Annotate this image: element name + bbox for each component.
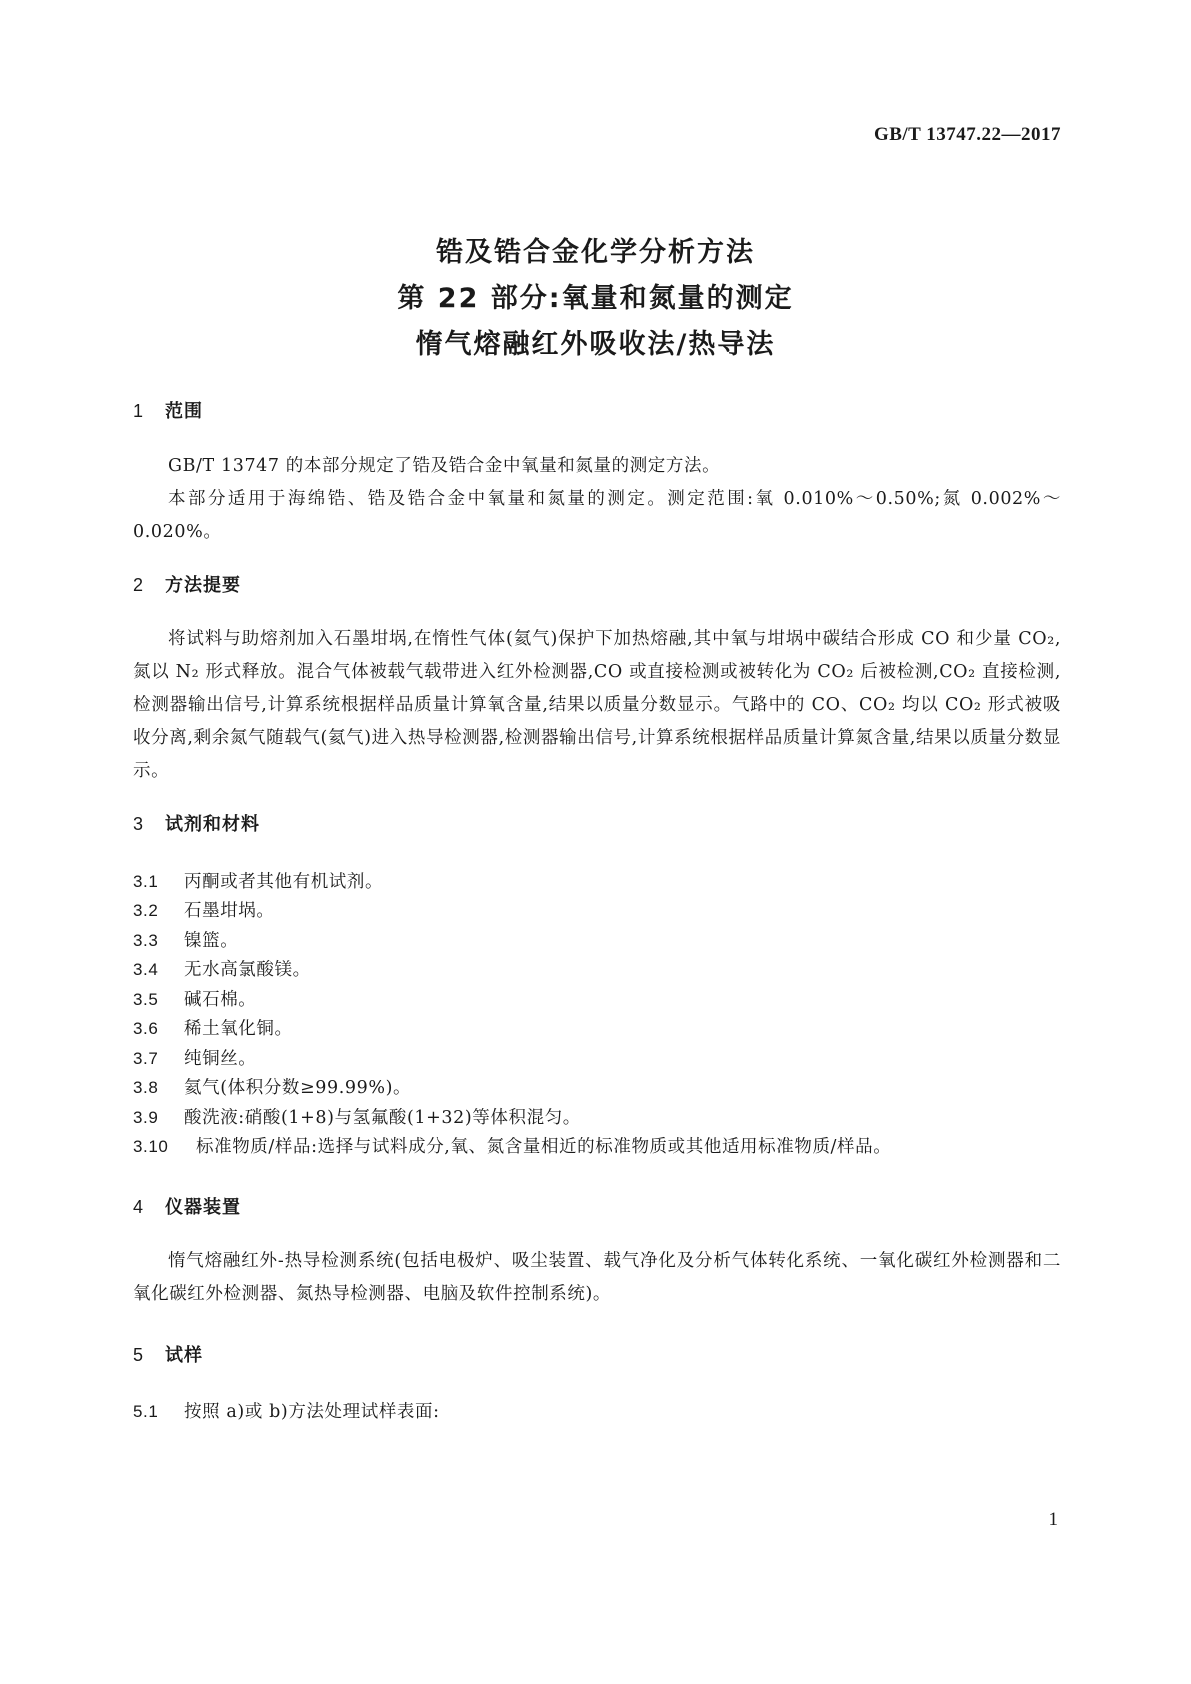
reagent-item bbox=[133, 1074, 411, 1099]
reagent-item bbox=[133, 1015, 293, 1040]
reagent-item bbox=[133, 1133, 891, 1158]
document-title-line-3: 惰气熔融红外吸收法/热导法 bbox=[415, 329, 776, 360]
reagent-item bbox=[133, 897, 275, 922]
reagent-item bbox=[133, 1104, 581, 1129]
section-heading-principle bbox=[133, 571, 241, 597]
section-heading-scope bbox=[133, 397, 203, 423]
scope-paragraph-1: GB/T 13747 的本部分规定了锆及锆合金中氧量和氮量的测定方法。 bbox=[168, 456, 721, 476]
document-title-line-2: 第 22 部分:氧量和氮量的测定 bbox=[397, 283, 794, 314]
reagent-item bbox=[133, 927, 238, 952]
item-text: 丙酮或者其他有机试剂。 bbox=[184, 872, 384, 892]
item-text: 无水高氯酸镁。 bbox=[184, 960, 311, 980]
item-number: 3.7 bbox=[133, 1049, 159, 1068]
section-number: 5 bbox=[133, 1345, 145, 1365]
section-title: 范围 bbox=[165, 401, 203, 422]
sample-item bbox=[133, 1398, 440, 1423]
standard-code: GB/T 13747.22—2017 bbox=[873, 124, 1061, 145]
apparatus-paragraph: 惰气熔融红外-热导检测系统(包括电极炉、吸尘装置、载气净化及分析气体转化系统、一氧化碳红外检测器和二氧化碳红外检测器、氮热导检测器、电脑及软件控制系统)。 bbox=[133, 1251, 1061, 1304]
principle-paragraph: 将试料与助熔剂加入石墨坩埚,在惰性气体(氦气)保护下加热熔融,其中氧与坩埚中碳结合形成 CO 和少量 CO₂,氮以 N₂ 形式释放。混合气体被载气载带进入红外检测器,CO 或直接检测或被转化为 CO₂ 后被检测,CO₂ 直接检测,检测器输出信号,计算系统根据样品质量计算氧含量,结果以质量分数显示。气路中的 CO、CO₂ 均以 CO₂ 形式被吸收分离,剩余氮气随载气(氦气)进入热导检测器,检测器输出信号,计算系统根据样品质量计算氮含量,结果以质量分数显示。 bbox=[133, 629, 1061, 781]
section-title: 方法提要 bbox=[165, 575, 241, 596]
section-number: 2 bbox=[133, 575, 145, 595]
section-heading-sample bbox=[133, 1341, 203, 1367]
item-number: 3.1 bbox=[133, 872, 159, 891]
reagent-item bbox=[133, 1045, 256, 1070]
section-heading-apparatus bbox=[133, 1193, 241, 1219]
item-text: 按照 a)或 b)方法处理试样表面: bbox=[184, 1402, 440, 1422]
reagent-item bbox=[133, 956, 311, 981]
item-number: 3.9 bbox=[133, 1108, 159, 1127]
section-heading-reagents bbox=[133, 810, 260, 836]
scope-paragraph-2: 本部分适用于海绵锆、锆及锆合金中氧量和氮量的测定。测定范围:氧 0.010%～0.50%;氮 0.002%～0.020%。 bbox=[133, 489, 1061, 542]
reagent-item bbox=[133, 868, 383, 893]
section-title: 试样 bbox=[165, 1345, 203, 1366]
item-number: 3.5 bbox=[133, 990, 159, 1009]
section-number: 1 bbox=[133, 401, 145, 421]
item-text: 酸洗液:硝酸(1+8)与氢氟酸(1+32)等体积混匀。 bbox=[184, 1108, 581, 1128]
item-text: 稀土氧化铜。 bbox=[184, 1019, 293, 1039]
item-text: 纯铜丝。 bbox=[184, 1049, 257, 1069]
section-number: 4 bbox=[133, 1197, 145, 1217]
item-text: 镍篮。 bbox=[184, 931, 239, 951]
item-number: 3.2 bbox=[133, 901, 159, 920]
item-number: 3.6 bbox=[133, 1019, 159, 1038]
item-text: 标准物质/样品:选择与试料成分,氧、氮含量相近的标准物质或其他适用标准物质/样品。 bbox=[196, 1137, 892, 1157]
item-number: 3.3 bbox=[133, 931, 159, 950]
section-number: 3 bbox=[133, 814, 145, 834]
item-text: 石墨坩埚。 bbox=[184, 901, 275, 921]
section-title: 试剂和材料 bbox=[165, 814, 260, 835]
item-number: 3.4 bbox=[133, 960, 159, 979]
item-number: 5.1 bbox=[133, 1402, 159, 1421]
item-number: 3.8 bbox=[133, 1078, 159, 1097]
section-title: 仪器装置 bbox=[165, 1197, 241, 1218]
page-number: 1 bbox=[1048, 1509, 1058, 1530]
item-text: 氦气(体积分数≥99.99%)。 bbox=[184, 1078, 412, 1098]
reagent-item bbox=[133, 986, 256, 1011]
document-title-line-1: 锆及锆合金化学分析方法 bbox=[436, 237, 755, 268]
item-text: 碱石棉。 bbox=[184, 990, 257, 1010]
item-number: 3.10 bbox=[133, 1137, 169, 1156]
